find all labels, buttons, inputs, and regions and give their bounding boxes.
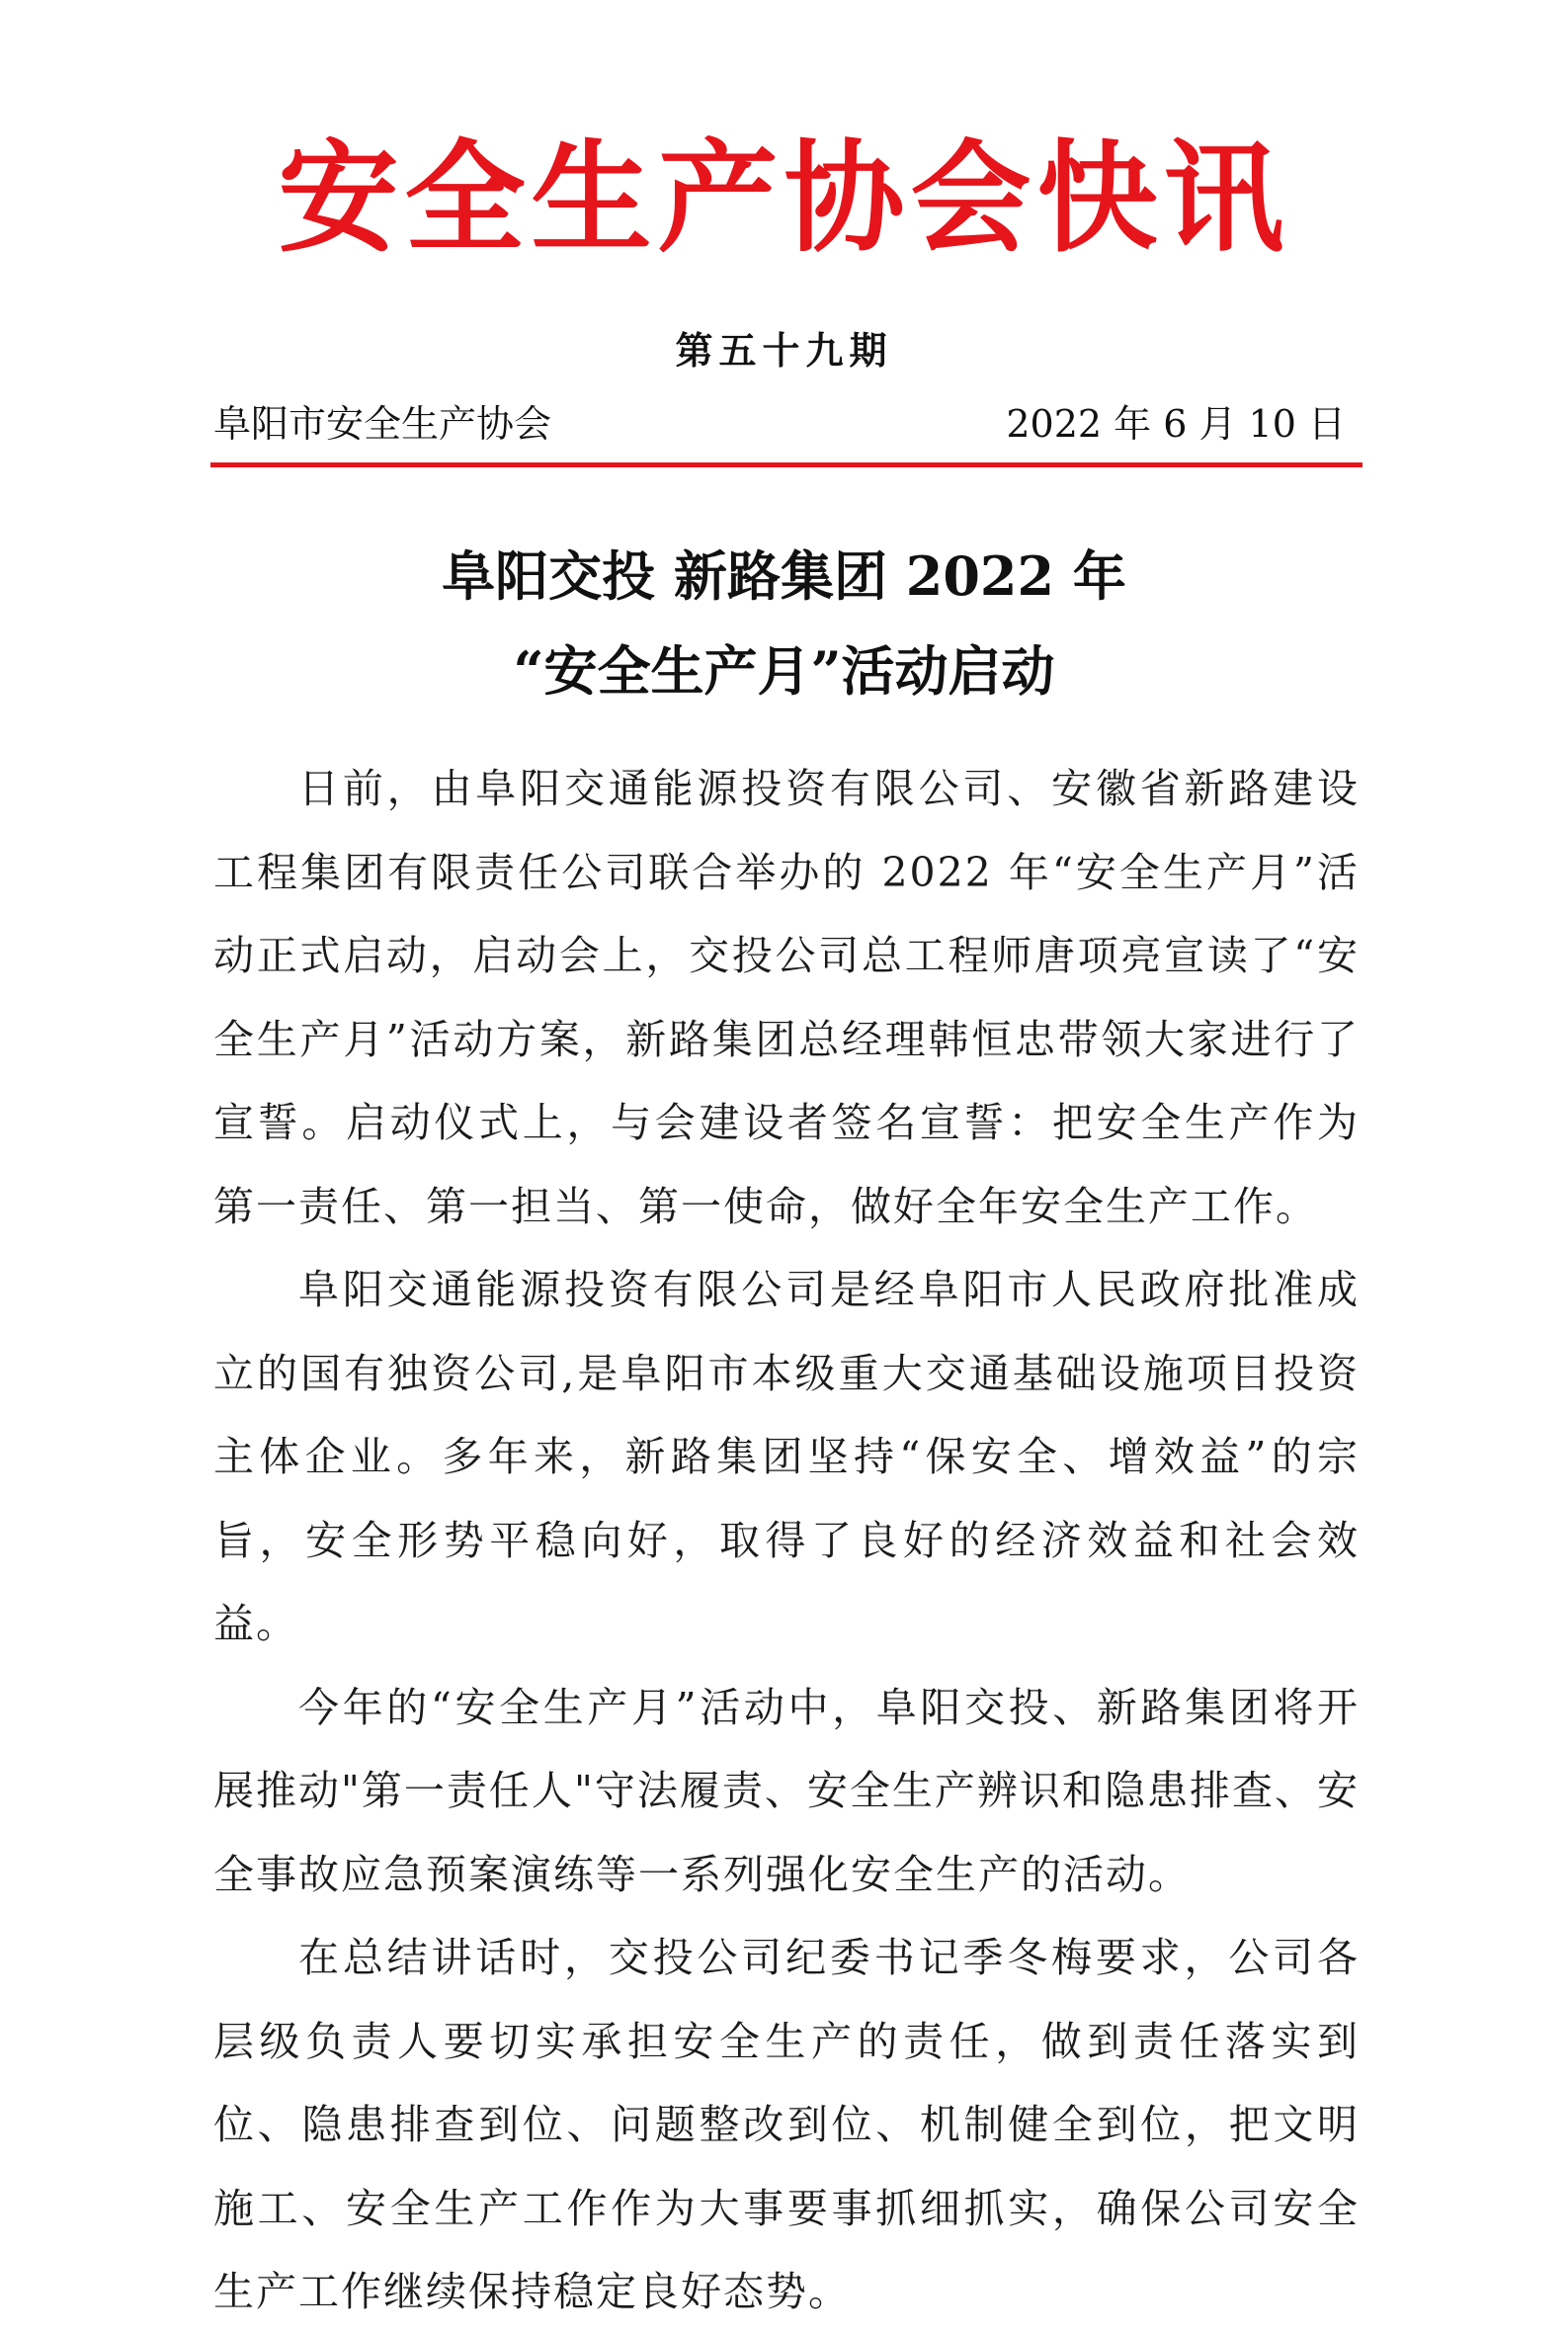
header-divider [210,462,1362,467]
headline-line-2: “安全生产月”活动启动 [513,639,1055,703]
article-paragraph-3: 今年的“安全生产月”活动中，阜阳交投、新路集团将开展推动"第一责任人"守法履责、安全生产辨识和隐患排查、安全事故应急预案演练等一系列强化安全生产的活动。 [213,1683,1360,1898]
issue-meta-row [213,399,1360,449]
newsletter-masthead: 安全生产协会快讯 [278,126,1290,269]
article-paragraph-2: 阜阳交通能源投资有限公司是经阜阳市人民政府批准成立的国有独资公司,是阜阳市本级重大交通基础设施项目投资主体企业。多年来，新路集团坚持“保安全、增效益”的宗旨，安全形势平稳向好，取得了良好的经济效益和社会效益。 [213,1266,1360,1647]
article-paragraph-4: 在总结讲话时，交投公司纪委书记季冬梅要求，公司各层级负责人要切实承担安全生产的责任，做到责任落实到位、隐患排查到位、问题整改到位、机制健全到位，把文明施工、安全生产工作作为大事要事抓细抓实，确保公司安全生产工作继续保持稳定良好态势。 [213,1934,1360,2315]
publisher-name: 阜阳市安全生产协会 [213,402,552,446]
article-body [213,747,1360,2334]
article-paragraph-1: 日前，由阜阳交通能源投资有限公司、安徽省新路建设工程集团有限责任公司联合举办的 2022 年“安全生产月”活动正式启动，启动会上，交投公司总工程师唐项亮宣读了“安全生产月”活动方案，新路集团总经理韩恒忠带领大家进行了宣誓。启动仪式上，与会建设者签名宣誓：把安全生产作为第一责任、第一担当、第一使命，做好全年安全生产工作。 [213,765,1360,1230]
headline-line-1: 阜阳交投 新路集团 2022 年 [442,544,1126,608]
article-headline [0,529,1568,718]
issue-number: 第五十九期 [675,328,893,373]
issue-date: 2022 年 6 月 10 日 [1006,402,1346,446]
